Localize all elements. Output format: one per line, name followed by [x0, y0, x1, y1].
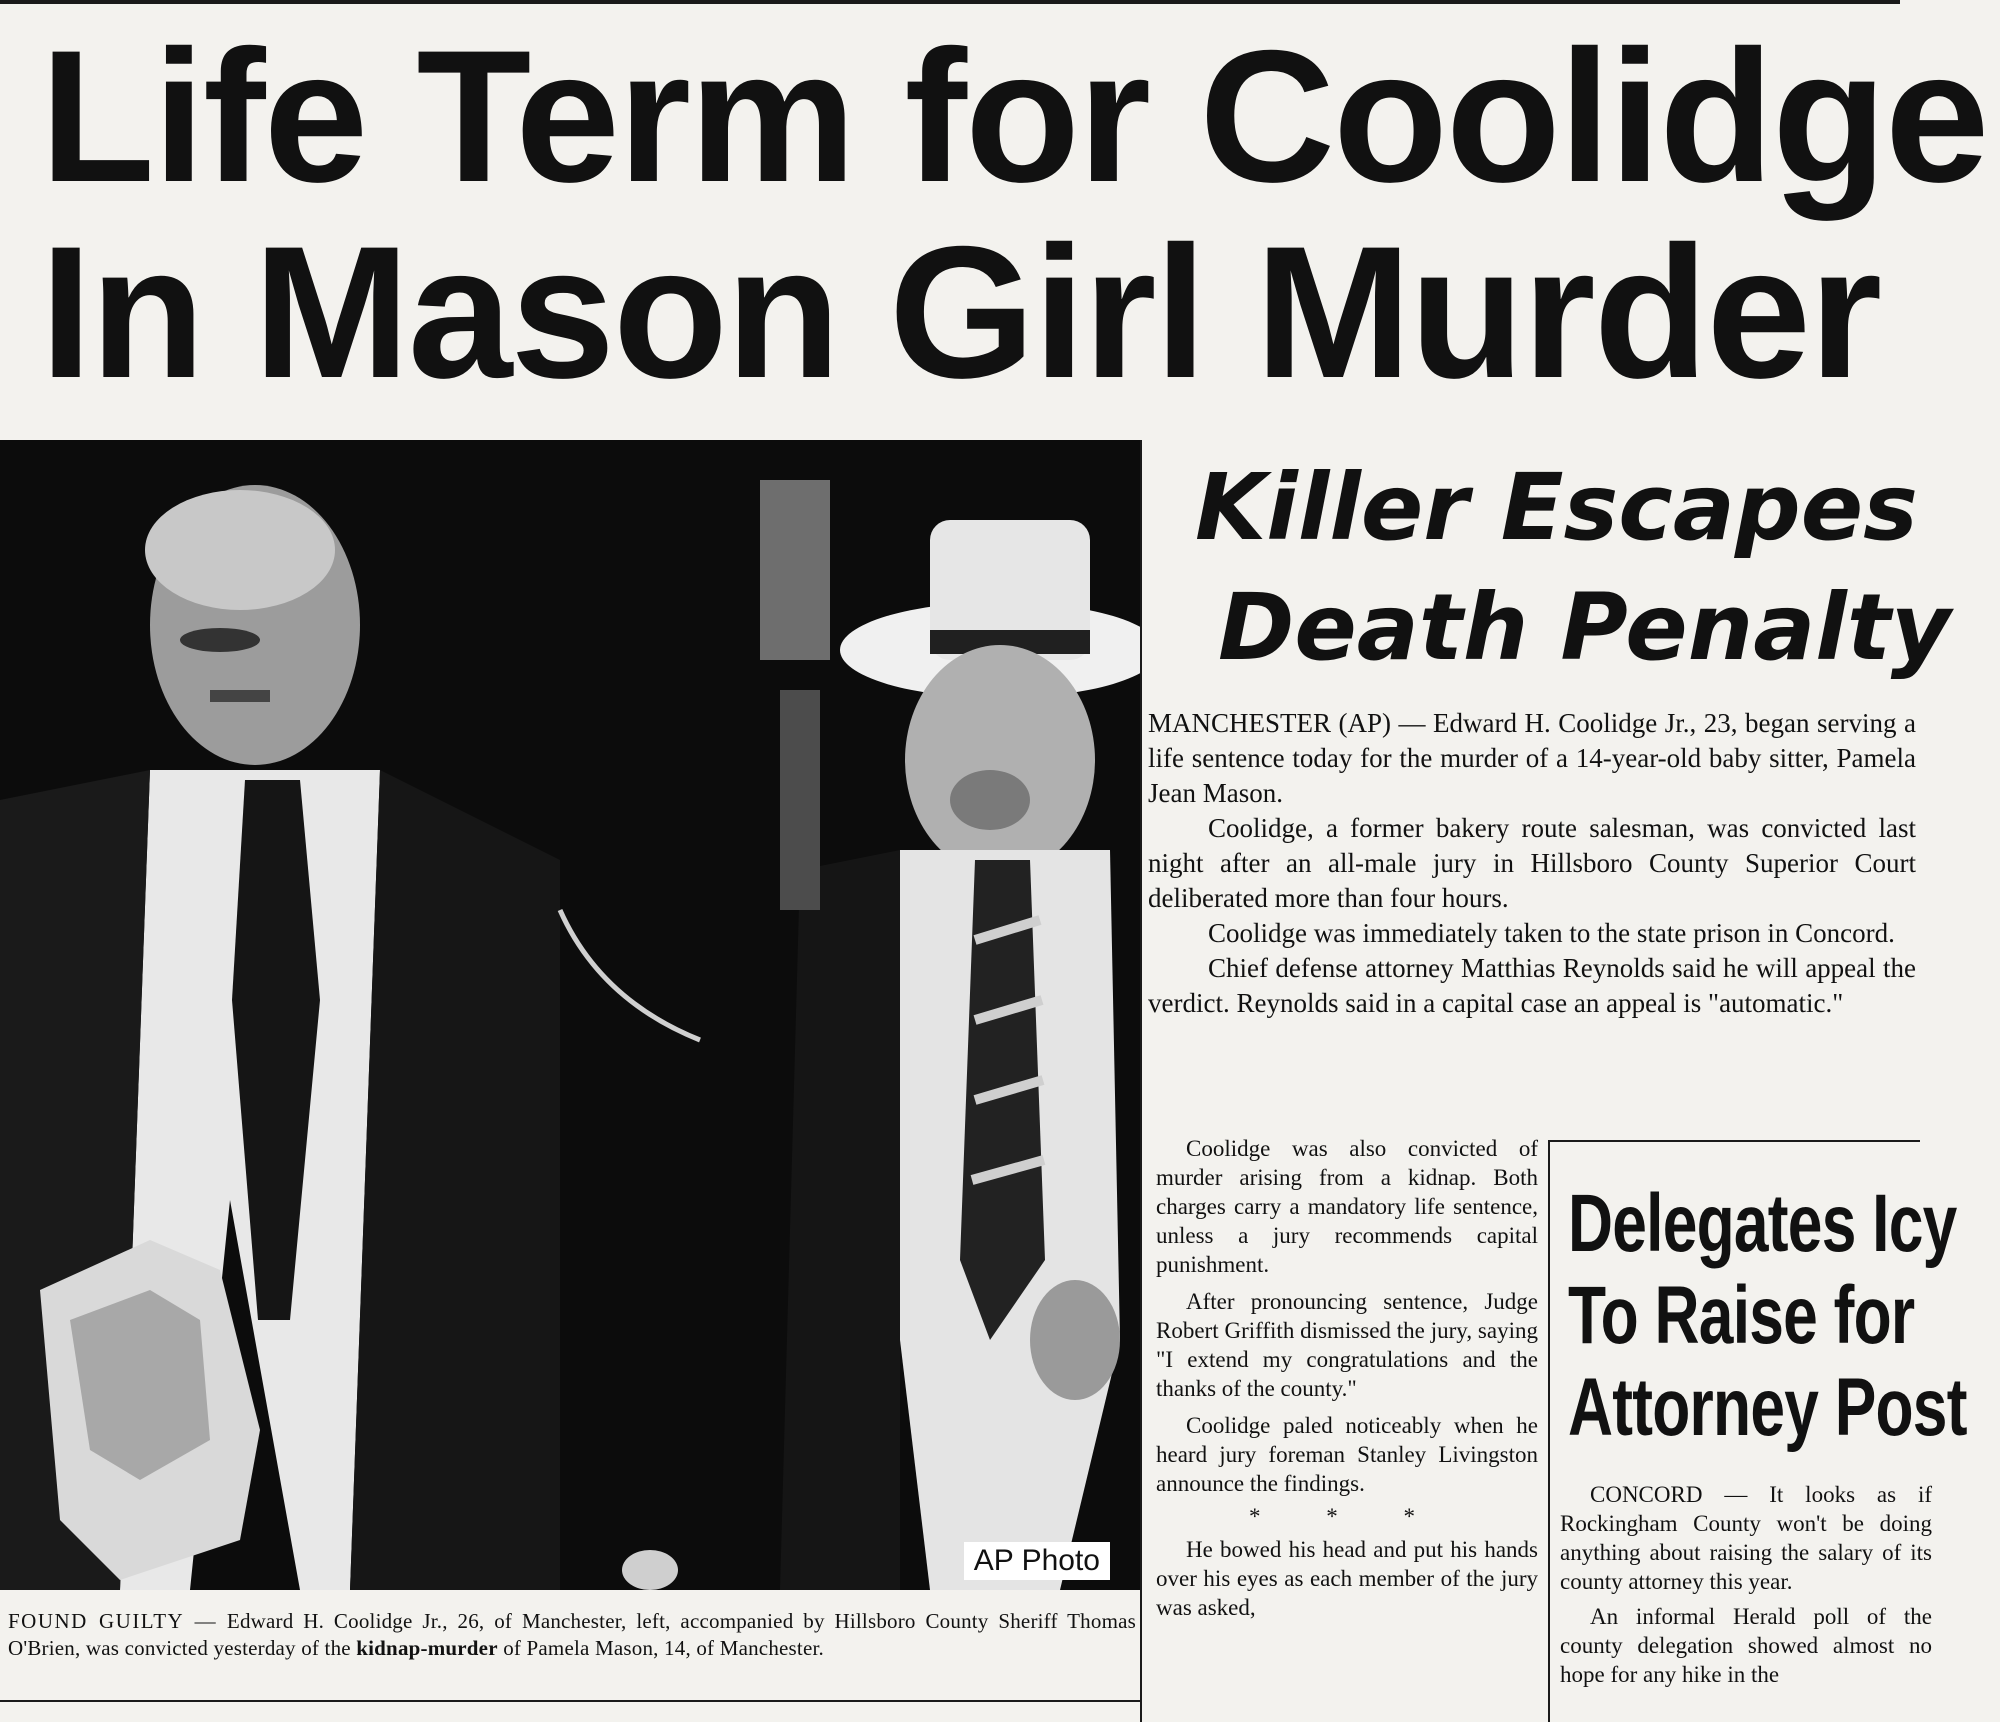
story-paragraph: He bowed his head and put his hands over his eyes as each member of the jury was asked,	[1156, 1537, 1538, 1620]
story-paragraph: Coolidge, a former bakery route salesman, was convicted last night after an all-male jury in Hillsboro County Superior Court deliberated more than four hours.	[1148, 813, 1916, 913]
main-story	[1148, 706, 1916, 1021]
headline-line-2: In Mason Girl Murder	[40, 207, 1881, 417]
news-photo	[0, 440, 1140, 1590]
story-paragraph: Coolidge was immediately taken to the state prison in Concord.	[1208, 918, 1895, 948]
caption-text-end: of Pamela Mason, 14, of Manchester.	[503, 1636, 824, 1660]
kicker-line-1: Killer Escapes	[1195, 454, 1918, 561]
story-paragraph: Coolidge paled noticeably when he heard jury foreman Stanley Livingston announce the findings.	[1156, 1413, 1538, 1496]
kicker-line-2: Death Penalty	[1218, 574, 1951, 681]
narrow-column-rule	[1548, 1140, 1550, 1722]
photo-caption	[8, 1608, 1136, 1662]
sidebar-headline	[1568, 1178, 1967, 1454]
sidebar-story	[1560, 1480, 1932, 1689]
caption-text: Edward H. Coolidge Jr., 26, of Manchester, left, accompanied by Hillsboro County Sheriff Thomas O'Brien, was convicted yesterday of the	[8, 1609, 1137, 1660]
sidebar-headline-line-1: Delegates Icy	[1568, 1178, 1957, 1269]
sidebar-headline-line-2: To Raise for	[1568, 1270, 1915, 1361]
caption-emphasis: kidnap-murder	[356, 1636, 498, 1660]
column-rule	[1140, 440, 1142, 1722]
caption-lead: FOUND GUILTY —	[8, 1609, 218, 1633]
story-paragraph: MANCHESTER (AP) — Edward H. Coolidge Jr., 23, began serving a life sentence today for the murder of a 14-year-old baby sitter, Pamela Jean Mason.	[1148, 708, 1916, 808]
photo-credit: AP Photo	[964, 1542, 1110, 1580]
story-paragraph: Coolidge was also convicted of murder arising from a kidnap. Both charges carry a mandatory life sentence, unless a jury recommends capital punishment.	[1156, 1136, 1538, 1277]
story-continued-column	[1156, 1134, 1538, 1622]
caption-rule	[0, 1700, 1140, 1702]
story-paragraph: Chief defense attorney Matthias Reynolds said he will appeal the verdict. Reynolds said in a capital case an appeal is "automatic."	[1148, 953, 1916, 1018]
headline-line-1: Life Term for Coolidge	[40, 11, 1988, 221]
story-paragraph: After pronouncing sentence, Judge Robert Griffith dismissed the jury, saying "I extend my congratulations and the thanks of the county."	[1156, 1289, 1538, 1401]
sidebar-headline-line-3: Attorney Post	[1568, 1362, 1967, 1453]
section-separator: * * *	[1249, 1504, 1445, 1529]
sidebar-paragraph: An informal Herald poll of the county delegation showed almost no hope for any hike in the	[1560, 1604, 1932, 1687]
top-rule	[0, 0, 1900, 4]
section-rule	[1550, 1140, 1920, 1142]
sidebar-paragraph: CONCORD — It looks as if Rockingham County won't be doing anything about raising the salary of its county attorney this year.	[1560, 1482, 1932, 1594]
